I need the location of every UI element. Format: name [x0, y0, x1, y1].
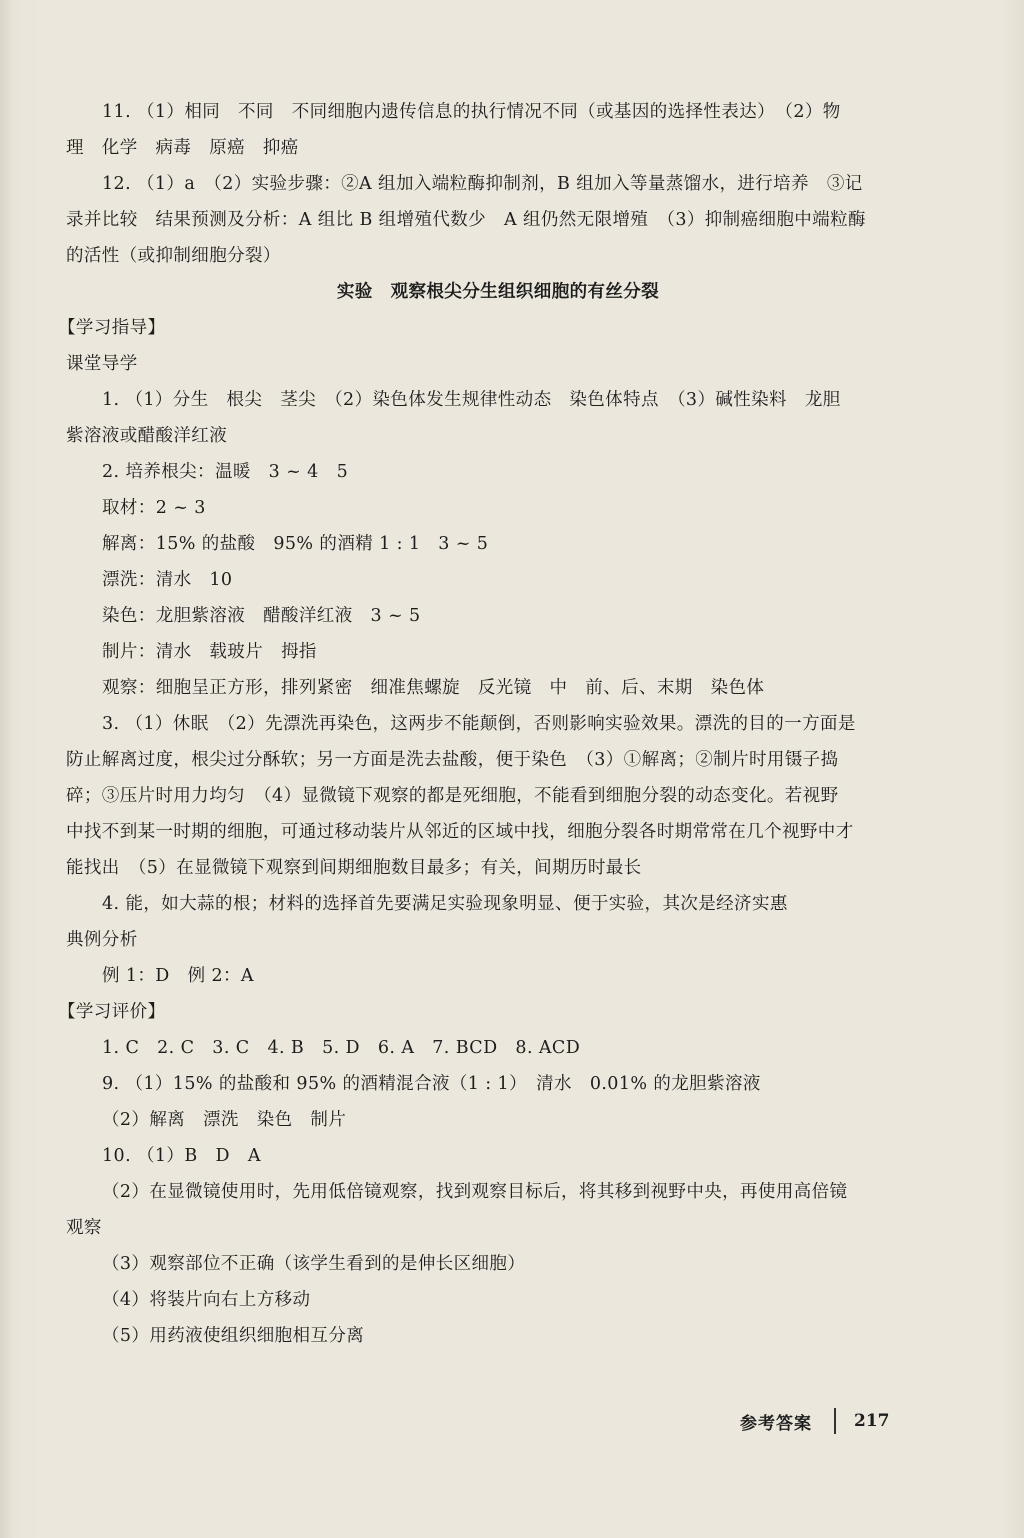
guide-3-line-1: 3. （1）休眠 （2）先漂洗再染色，这两步不能颠倒，否则影响实验效果。漂洗的目的一方面是 [102, 714, 856, 734]
guide-2-sampling: 取材：2 ~ 3 [102, 498, 206, 518]
answer-12-line-3: 的活性（或抑制细胞分裂） [66, 246, 281, 266]
evaluation-9-part-2: （2）解离 漂洗 染色 制片 [102, 1110, 347, 1130]
footer-divider [834, 1408, 836, 1434]
evaluation-9-part-1: 9. （1）15% 的盐酸和 95% 的酒精混合液（1 : 1） 清水 0.01% 的龙胆紫溶液 [102, 1074, 761, 1094]
answer-text-block [58, 94, 896, 1354]
section-title: 实验 观察根尖分生组织细胞的有丝分裂 [336, 282, 660, 302]
answer-11-line-2: 理 化学 病毒 原癌 抑癌 [66, 138, 299, 158]
subheading-class-guide: 课堂导学 [66, 354, 138, 374]
guide-3-line-4: 中找不到某一时期的细胞，可通过移动装片从邻近的区域中找，细胞分裂各时期常常在几个视野中才 [66, 822, 854, 842]
evaluation-10-part-5: （5）用药液使组织细胞相互分离 [102, 1326, 365, 1346]
section-heading-study-guide: 【学习指导】 [58, 318, 166, 338]
page-footer [740, 1404, 890, 1438]
footer-section-label: 参考答案 [740, 1413, 812, 1434]
section-heading-evaluation: 【学习评价】 [58, 1002, 166, 1022]
guide-3-line-5: 能找出 （5）在显微镜下观察到间期细胞数目最多；有关，间期历时最长 [66, 858, 642, 878]
guide-2-staining: 染色：龙胆紫溶液 醋酸洋红液 3 ~ 5 [102, 606, 421, 626]
evaluation-10-part-3: （3）观察部位不正确（该学生看到的是伸长区细胞） [102, 1254, 526, 1274]
evaluation-10-part-2-line-2: 观察 [66, 1218, 102, 1238]
guide-3-line-2: 防止解离过度，根尖过分酥软；另一方面是洗去盐酸，便于染色 （3）①解离；②制片时用镊子捣 [66, 750, 839, 770]
evaluation-10-part-1: 10. （1）B D A [102, 1146, 261, 1166]
evaluation-10-part-4: （4）将装片向右上方移动 [102, 1290, 311, 1310]
guide-3-line-3: 碎；③压片时用力均匀 （4）显微镜下观察的都是死细胞，不能看到细胞分裂的动态变化。若视野 [66, 786, 839, 806]
answer-11-line-1: 11. （1）相同 不同 不同细胞内遗传信息的执行情况不同（或基因的选择性表达） （2）物 [102, 102, 841, 122]
guide-2-dissociation: 解离：15% 的盐酸 95% 的酒精 1 : 1 3 ~ 5 [102, 534, 489, 554]
example-answers: 例 1：D 例 2：A [102, 966, 254, 986]
page-number: 217 [854, 1411, 890, 1431]
guide-2-rinsing: 漂洗：清水 10 [102, 570, 233, 590]
evaluation-choice-answers: 1. C 2. C 3. C 4. B 5. D 6. A 7. BCD 8. ACD [102, 1038, 581, 1058]
guide-1-line-2: 紫溶液或醋酸洋红液 [66, 426, 228, 446]
guide-2-slide-making: 制片：清水 载玻片 拇指 [102, 642, 317, 662]
guide-2-culture: 2. 培养根尖：温暖 3 ~ 4 5 [102, 462, 349, 482]
guide-2-observation: 观察：细胞呈正方形，排列紧密 细准焦螺旋 反光镜 中 前、后、末期 染色体 [102, 678, 765, 698]
answer-12-line-2: 录并比较 结果预测及分析：A 组比 B 组增殖代数少 A 组仍然无限增殖 （3）抑制癌细胞中端粒酶 [66, 210, 866, 230]
guide-1-line-1: 1. （1）分生 根尖 茎尖 （2）染色体发生规律性动态 染色体特点 （3）碱性染料 龙胆 [102, 390, 841, 410]
guide-4-line: 4. 能，如大蒜的根；材料的选择首先要满足实验现象明显、便于实验，其次是经济实惠 [102, 894, 788, 914]
answer-12-line-1: 12. （1）a （2）实验步骤：②A 组加入端粒酶抑制剂，B 组加入等量蒸馏水，进行培养 ③记 [102, 174, 863, 194]
subheading-example-analysis: 典例分析 [66, 930, 138, 950]
evaluation-10-part-2-line-1: （2）在显微镜使用时，先用低倍镜观察，找到观察目标后，将其移到视野中央，再使用高倍镜 [102, 1182, 848, 1202]
